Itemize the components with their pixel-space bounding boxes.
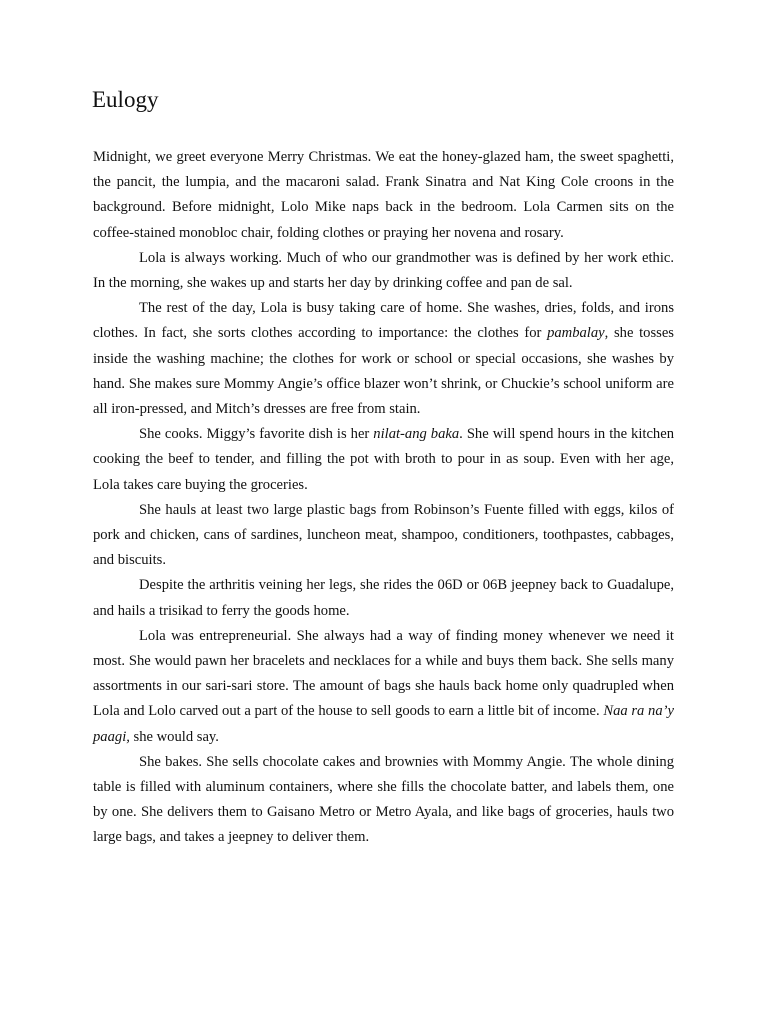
paragraph: [93, 296, 674, 422]
document-title: Eulogy: [92, 87, 159, 112]
paragraph-text: Lola was entrepreneurial. She always had a way of finding money whenever we need it most. She would pawn her bracelets and necklaces for a while and buys them back. She sells many assortments in our sari-sari store. The amount of bags she hauls back home only quadrupled when Lola and Lolo carved out a part of the house to sell goods to earn a little bit of income.: [93, 627, 674, 720]
paragraph: [93, 246, 674, 296]
italic-term: nilat-ang baka: [373, 426, 460, 443]
paragraph-text: She hauls at least two large plastic bags from Robinson’s Fuente filled with eggs, kilos of pork and chicken, cans of sardines, luncheon meat, shampoo, conditioners, toothpastes, cabbages, and biscuits.: [93, 501, 674, 569]
paragraph-text: She cooks. Miggy’s favorite dish is her: [139, 426, 374, 443]
paragraph-text: Midnight, we greet everyone Merry Christmas. We eat the honey-glazed ham, the sweet spaghetti, the pancit, the lumpia, and the macaroni salad. Frank Sinatra and Nat King Cole croons in the background. Before midnight, Lolo Mike naps back in the bedroom. Lola Carmen sits on the coffee-stained monobloc chair, folding clothes or praying her novena and rosary.: [93, 149, 674, 241]
paragraph: [93, 750, 674, 851]
paragraph: [93, 422, 674, 498]
paragraph: [93, 573, 674, 623]
paragraph-text: Despite the arthritis veining her legs, she rides the 06D or 06B jeepney back to Guadalupe, and hails a trisikad to ferry the goods home.: [93, 577, 674, 619]
italic-quote: Naa ra na’y paagi,: [93, 703, 674, 745]
paragraph: [93, 624, 674, 750]
paragraph-text: she would say.: [129, 728, 219, 745]
paragraph-text: The rest of the day, Lola is busy taking care of home. She washes, dries, folds, and irons clothes. In fact, she sorts clothes according to importance: the clothes for: [93, 300, 674, 342]
paragraph-text: Lola is always working. Much of who our grandmother was is defined by her work ethic. In the morning, she wakes up and starts her day by drinking coffee and pan de sal.: [93, 249, 674, 292]
paragraph-text: . She will spend hours in the kitchen cooking the beef to tender, and filling the pot with broth to pour in as soup. Even with her age, Lola takes care buying the groceries.: [93, 426, 674, 493]
paragraph: [93, 145, 674, 246]
paragraph-text: , she tosses inside the washing machine; the clothes for work or school or special occasions, she washes by hand. She makes sure Mommy Angie’s office blazer won’t shrink, or Chuckie’s school uniform are all iron-pressed, and Mitch’s dresses are free from stain.: [93, 325, 674, 418]
document-body: [93, 145, 674, 851]
italic-term: pambalay: [547, 325, 605, 342]
paragraph: [93, 498, 674, 574]
paragraph-text: She bakes. She sells chocolate cakes and brownies with Mommy Angie. The whole dining table is filled with aluminum containers, where she fills the chocolate batter, and labels them, one by one. She delivers them to Gaisano Metro or Metro Ayala, and like bags of groceries, hauls two large bags, and takes a jeepney to deliver them.: [93, 753, 674, 846]
